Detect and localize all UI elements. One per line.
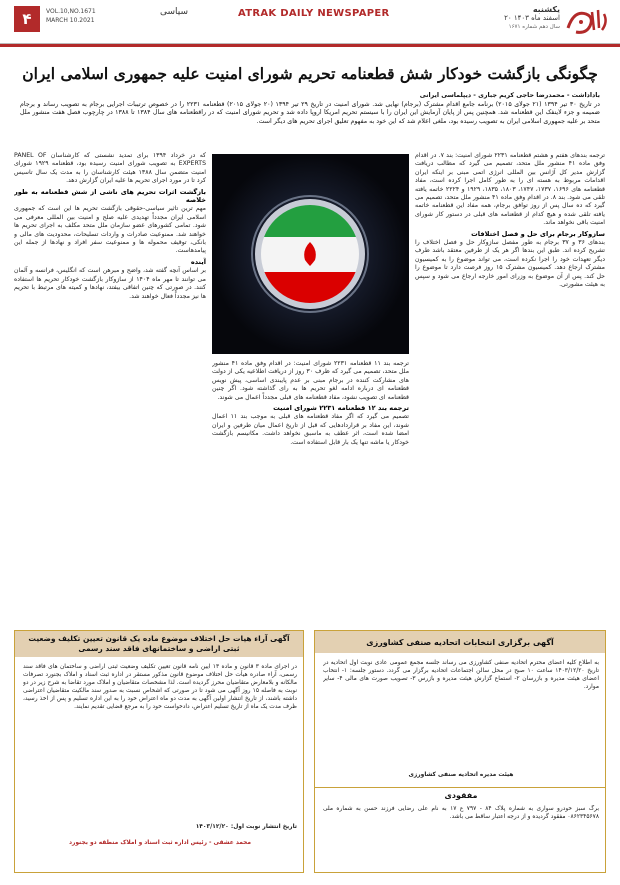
heading-sanctions-effects: بازگشت اثرات تحریم های ناشی از شش قطعنامه به طور خلاصه bbox=[14, 187, 206, 205]
article-image bbox=[212, 154, 409, 354]
column-right: ترجمه بندهای هفتم و هشتم قطعنامه ۲۲۳۱ شورای امنیت: بند ۷. در اقدام وفق ماده ۴۱ منشور ملل متحد، تصمیم می گیرد که مطالب دریافت گزارش مدیر کل آژانس بین المللی انرژی اتمی مبنی بر اینکه ایران اقدامات مربوط به هسته ای را به طور کامل اجرا کرده است، مفاد قطعنامه های ۱۶۹۶، ۱۷۳۷، ۱۷۴۷، ۱۸۰۳، ۱۸۳۵، ۱۹۲۹ و ۲۲۲۴ خاتمه یافته تلقی می شود. بند ۸. در اقدام وفق ماده ۴۱ منشور ملل متحد، تصمیم می گیرد که ده سال پس از روز توافق برجام، همه مفاد این قطعنامه خاتمه یافته تلقی شده و هیچ کدام از قطعنامه های قبلی در دستور کار شورای امنیت باقی نخواهد ماند. سازوکار برجام برای حل و فصل اختلافات بندهای ۳۶ و ۳۷ برجام به طور مفصل سازوکار حل و فصل اختلاف را تشریح کرده اند. طبق این بندها اگر هر یک از طرفین معتقد باشد طرف دیگر تعهدات خود را اجرا نکرده است، می تواند موضوع را به کمیسیون مشترک ارجاع دهد. کمیسیون مشترک ۱۵ روز فرصت دارد تا موضوع را حل کند. پس از آن موضوع به وزرای امور خارجه ارجاع می شود و سپس به هیئت مشورتی. bbox=[415, 152, 605, 289]
brand-name: ATRAK DAILY NEWSPAPER bbox=[238, 8, 390, 19]
masthead bbox=[0, 0, 620, 44]
volume-info: VOL.10,NO.1671 MARCH 10.2021 bbox=[46, 8, 96, 24]
heading-future: آینده bbox=[190, 257, 206, 266]
page-number: ۴ bbox=[14, 6, 40, 32]
land-registry-notice bbox=[14, 630, 304, 873]
lost-notice-body: برگ سبز خودرو سواری به شماره پلاک ۸۴ - ۷۹۷ ع ۱۷ به نام علی رضایی فرزند حسن به شماره ملی ۰۸۶۲۳۴۵۶۷۸ مفقود گردیده و از درجه اعتبار ساقط می باشد. bbox=[323, 806, 599, 820]
election-signature: هیئت مدیره اتحادیه صنفی کشاورزی bbox=[408, 772, 514, 778]
notice-date: تاریخ انتشار نوبت اول: ۱۴۰۳/۱۲/۲۰ bbox=[195, 824, 297, 830]
section-label: سیاسی bbox=[160, 7, 189, 17]
heading-dispute-mechanism: سازوکار برجام برای حل و فصل اختلافات bbox=[471, 229, 605, 238]
ad-divider bbox=[315, 787, 605, 788]
election-title: آگهی برگزاری انتخابات اتحادیه صنفی کشاورزی bbox=[315, 631, 605, 653]
heading-clause-12: ترجمه بند ۱۲ قطعنامه ۲۲۳۱ شورای امنیت bbox=[273, 404, 409, 413]
article-intro bbox=[20, 92, 600, 126]
election-body: به اطلاع کلیه اعضای محترم اتحادیه صنفی کشاورزی می رساند جلسه مجمع عمومی عادی نوبت اول اتحادیه در تاریخ ۱۴۰۳/۱۲/۲۰ ساعت ۱۰ صبح در محل سالن اجتماعات اتحادیه برگزار می گردد. دستور جلسه: ۱- انتخاب اعضای هیئت مدیره و بازرسان ۲- استماع گزارش هیئت مدیره و بازرس ۳- تصویب صورت های مالی ۴- سایر موارد. bbox=[323, 660, 599, 690]
intro-text: در تاریخ ۳۰ تیر ۱۳۹۴ (۲۱ جولای ۲۰۱۵) برنامه جامع اقدام مشترک (برجام) نهایی شد. شورای امنیت در تاریخ ۲۹ تیر ۱۳۹۴ (۲۰ جولای ۲۰۱۵) قطعنامه ۲۲۳۱ را در خصوص ترتیبات اجرایی برجام به تصویب رساند و برجام ضمیمه و جزء لاینفک این قطعنامه شد. همچنین پس از پایان آزمایش این ایران را با سیستم تحریم امریکا اروپا داده شد و تحریم شورای امنیت که در راقطعنامه های سال ۱۳۸۴ تا ۱۳۸۸ در چارچوب فصل هفت منشور ملل متحد بر علیه جمهوری اسلامی ایران به تصویب رسیده بود، ملغی اعلام شد که این خود به مفهوم تعلیق اجرای تحریم های دیگر است. bbox=[20, 100, 600, 125]
date-block: یکشنبه ۲۰ اسفند ماه ۱۴۰۳ سال دهم شماره ۱۶۷۱ bbox=[504, 5, 560, 30]
notice-title: آگهی آراء هیات حل اختلاف موضوع ماده یک قانون تعیین تکلیف وضعیت ثبتی اراضی و ساختمانهای فاقد سند رسمی bbox=[15, 631, 303, 657]
notice-signature: محمد عشقی - رئیس اداره ثبت اسناد و املاک منطقه دو بجنورد bbox=[68, 840, 252, 846]
article-author: باداداشت - محمدرضا حاجی کریم جباری - دیپلماسی ایرانی bbox=[419, 92, 600, 99]
union-election-notice bbox=[314, 630, 606, 873]
header-rule bbox=[0, 44, 620, 47]
article-title: چگونگی بازگشت خودکار شش قطعنامه تحریم شورای امنیت علیه جمهوری اسلامی ایران bbox=[22, 64, 598, 83]
iran-flag-sphere-icon bbox=[212, 154, 409, 354]
notice-body: در اجرای ماده ۳ قانون و ماده ۱۳ آیین نامه قانون تعیین تکلیف وضعیت ثبتی اراضی و ساختمان های فاقد سند رسمی، آراء صادره هیأت حل اختلاف موضوع قانون مذکور مستقر در اداره ثبت اسناد و املاک بجنورد تصرفات مالکانه و بلامعارض متقاضیان محرز گردیده است. لذا مشخصات متقاضیان و املاک مورد تقاضا به شرح زیر در دو نوبت به فاصله ۱۵ روز آگهی می شود تا در صورتی که اشخاص نسبت به صدور سند مالکیت متقاضیان اعتراضی داشته باشند، از تاریخ انتشار اولین آگهی به مدت دو ماه اعتراض خود را به این اداره تسلیم و پس از اخذ رسید، ظرف مدت یک ماه از تاریخ تسلیم اعتراض، دادخواست خود را به مرجع قضایی تقدیم نمایند. bbox=[23, 664, 297, 710]
column-left: که در خرداد ۱۳۹۴ برای تمدید نشستی که کارشناسان PANEL OF EXPERTS به تصویب شورای امنیت رسیده بود، قطعنامه ۱۹۲۹ شورای امنیت متضمن سال ۱۳۸۸ هیئت کارشناسان را به مدت یک سال تاسیس کرد تا در مورد اجرای تحریم ها علیه ایران گزارش دهد. بازگشت اثرات تحریم های ناشی از شش قطعنامه به طور خلاصه مهم ترین تاثیر سیاسی-حقوقی بازگشت تحریم ها این است که جمهوری اسلامی ایران مجدداً تهدیدی علیه صلح و امنیت بین المللی معرفی می شود. تمامی کشورهای عضو سازمان ملل متحد مکلف به اجرای تحریم ها خواهند شد. ممنوعیت صادرات و واردات تسلیحات، محدودیت های مالی و بانکی، توقیف محموله ها و ممنوعیت سفر افراد و نهادها از جمله این پیامدهاست. آینده بر اساس آنچه گفته شد، واضح و مبرهن است که انگلیس، فرانسه و آلمان می توانند تا مهر ماه ۱۴۰۴ از سازوکار بازگشت خودکار تحریم ها استفاده کنند. در صورتی که چنین اتفاقی بیفتد، نهادها و کمیته های مرتبط با تحریم ها نیز مجدداً فعال خواهند شد. bbox=[14, 152, 206, 300]
column-middle: ترجمه بند ۱۱ قطعنامه ۲۲۳۱ شورای امنیت: در اقدام وفق ماده ۴۱ منشور ملل متحد، تصمیم می گیرد که ظرف ۳۰ روز از دریافت اطلاعیه یکی از دولت های مشارکت کننده در برجام مبنی بر عدم پایبندی اساسی، پیش نویس قطعنامه ای درباره ادامه لغو تحریم ها به رای گذاشته شود. اگر چنین قطعنامه ای تصویب نشود، مفاد قطعنامه های قبلی مجدداً اعمال می شوند. ترجمه بند ۱۲ قطعنامه ۲۲۳۱ شورای امنیت تصمیم می گیرد که اگر مفاد قطعنامه های قبلی به موجب بند ۱۱ اعمال شوند، این مفاد بر قراردادهایی که قبل از تاریخ اعمال میان طرفین و ایران امضا شده است، اثر عطف به ماسبق نخواهد داشت. مکانیسم بازگشت خودکار یا ماشه تنها یک بار قابل استفاده است. bbox=[212, 360, 409, 446]
newspaper-logo bbox=[564, 4, 610, 38]
lost-notice-title: مفقودی bbox=[444, 791, 478, 800]
